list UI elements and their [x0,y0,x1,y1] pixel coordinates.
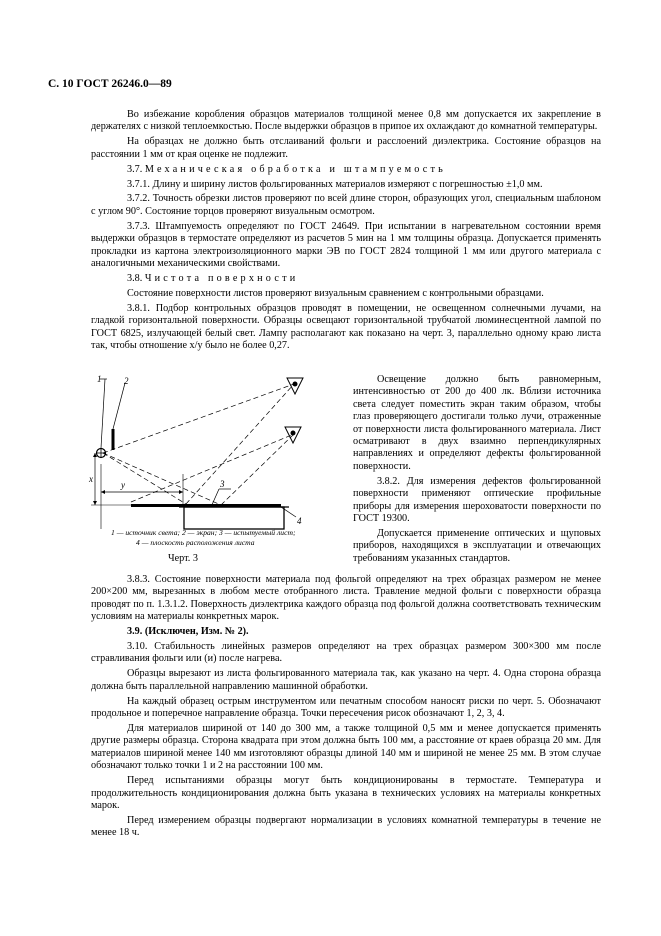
section-3-8-heading [91,273,601,285]
section-3-7-heading [91,164,601,176]
paragraph-3-10-cutting: Образцы вырезают из листа фольгированного материала так, как указано на черт. 4. Одна сторона образца должна быть параллельной направлению машинной обработки. [91,668,601,692]
paragraph-delamination: На образцах не должно быть отслаиваний фольги и расслоений диэлектрика. Состояние образцов на расстоянии 1 мм от края оценке не подлежит. [91,136,601,160]
figure-label-y: y [121,480,125,490]
plane-shape [184,507,284,529]
paragraph-3-9: 3.9. (Исключен, Изм. № 2). [127,626,249,638]
section-3-8-title: Чистота поверхности [144,272,299,284]
figure-3-caption: Черт. 3 [168,553,198,564]
paragraph-3-7-2: 3.7.2. Точность обрезки листов проверяют по всей длине сторон, образующих угол, специальным шаблоном с углом 90°. Состояние торцов проверяют визуальным осмотром. [91,193,601,217]
paragraph-illumination: Освещение должно быть равномерным, интенсивностью от 200 до 400 лк. Вблизи источника света следует поместить экран таким образом, чтобы глаз проверяющего достигали только лучи, отраженные от поверхности листа фольгированного материала. Лист осматривают в двух взаимно перпендикулярных направлениях и определяют дефекты фольгированной поверхности. [353,374,601,472]
side-text-block [353,374,601,565]
page-header: С. 10 ГОСТ 26246.0—89 [48,78,172,90]
upper-text-block [91,109,601,352]
paragraph-probe-instruments: Допускается применение оптических и щуповых приборов, находящихся в эксплуатации и отвечающих требованиям указанных стандартов. [353,527,601,564]
section-3-7-title: Механическая обработка и штампуемость [144,163,446,175]
eye-icon [287,378,303,394]
figure-3-legend [91,528,329,548]
figure-label-4: 4 [297,516,302,526]
section-3-8-number: 3.8. [127,272,143,284]
figure-label-x: x [89,474,93,484]
paragraph-3-8-2: 3.8.2. Для измерения дефектов фольгированной поверхности применяют оптические профильные приборы для измерения шероховатости поверхности по ГОСТ 19300. [353,475,601,524]
legend-line-2: 4 — плоскость расположения листа [136,538,255,547]
paragraph-3-10-normalization: Перед измерением образцы подвергают нормализации в условиях комнатной температуры в течение не менее 18 ч. [91,814,601,839]
paragraph-3-10-sizes: Для материалов шириной от 140 до 300 мм, а также толщиной 0,5 мм и менее допускается применять другие размеры образца. Сторона квадрата при этом должна быть 100 мм, а расстояние от краев образца 20 мм. Для материалов шириной менее 140 мм изготовляют образцы длиной 140 мм и шириной не менее 25 мм. В этом случае обозначают только точки 1 и 2 на расстоянии 100 мм. [91,722,601,772]
figure-label-1: 1 [97,374,102,384]
paragraph-3-10-marks: На каждый образец острым инструментом или печатным способом наносят риски по черт. 5. Обозначают продольное и поперечное направление образца. Точки пересечения рисок обозначают 1, 2, 3, 4. [91,695,601,720]
figure-label-2: 2 [124,376,129,386]
paragraph-3-8-3: 3.8.3. Состояние поверхности материала под фольгой определяют на трех образцах размером не менее 200×200 мм, вырезанных в любом месте отобранного листа. Травление медной фольги с поверхности образца проводят по п. 1.3.1.2. Поверхность диэлектрика каждого образца под фольгой должна соответствовать техническим условиям на материалы конкретных марок. [91,574,601,623]
figure-label-3: 3 [220,479,225,489]
paragraph-3-10: 3.10. Стабильность линейных размеров определяют на трех образцах размером 300×300 мм после стравливания фольги или (и) после нагрева. [91,641,601,665]
paragraph-3-7-3: 3.7.3. Штампуемость определяют по ГОСТ 24649. При испытании в нагревательном состоянии время выдержки образцов в термостате определяют из расчетов 5 мин на 1 мм толщины образца. Допускается применять прокладки из картона электроизоляционного марки ЭВ по ГОСТ 2824 толщиной 1 мм или другого материала с аналогичными механическими свойствами. [91,220,601,269]
legend-line-1: 1 — источник света; 2 — экран; 3 — испытуемый лист; [111,528,296,537]
lower-text-block [91,574,601,840]
paragraph-3-7-1: 3.7.1. Длину и ширину листов фольгированных материалов измеряют с погрешностью ±1,0 мм. [127,178,543,190]
paragraph-3-8-intro: Состояние поверхности листов проверяют визуальным сравнением с контрольными образцами. [127,287,544,299]
paragraph-warping: Во избежание коробления образцов материалов толщиной менее 0,8 мм допускается их закрепление в держателях с низкой теплоемкостью. После выдержки образцов в припое их охлаждают до комнатной температуры. [91,109,601,133]
figure-3-svg [91,374,329,529]
paragraph-3-8-1: 3.8.1. Подбор контрольных образцов проводят в помещении, не освещенном солнечными лучами, на гладкой горизонтальной поверхности. Образцы освещают горизонтальной трубчатой люминесцентной лампой по ГОСТ 6825, излучающей белый свет. Лампу располагают как показано на черт. 3, параллельно одному краю листа так, чтобы отношение x/y было не более 0,27. [91,302,601,351]
paragraph-3-10-conditioning: Перед испытаниями образцы могут быть кондиционированы в термостате. Температура и продолжительность кондиционирования должна быть указана в технических условиях на материалы конкретных марок. [91,775,601,811]
section-3-7-number: 3.7. [127,163,143,175]
